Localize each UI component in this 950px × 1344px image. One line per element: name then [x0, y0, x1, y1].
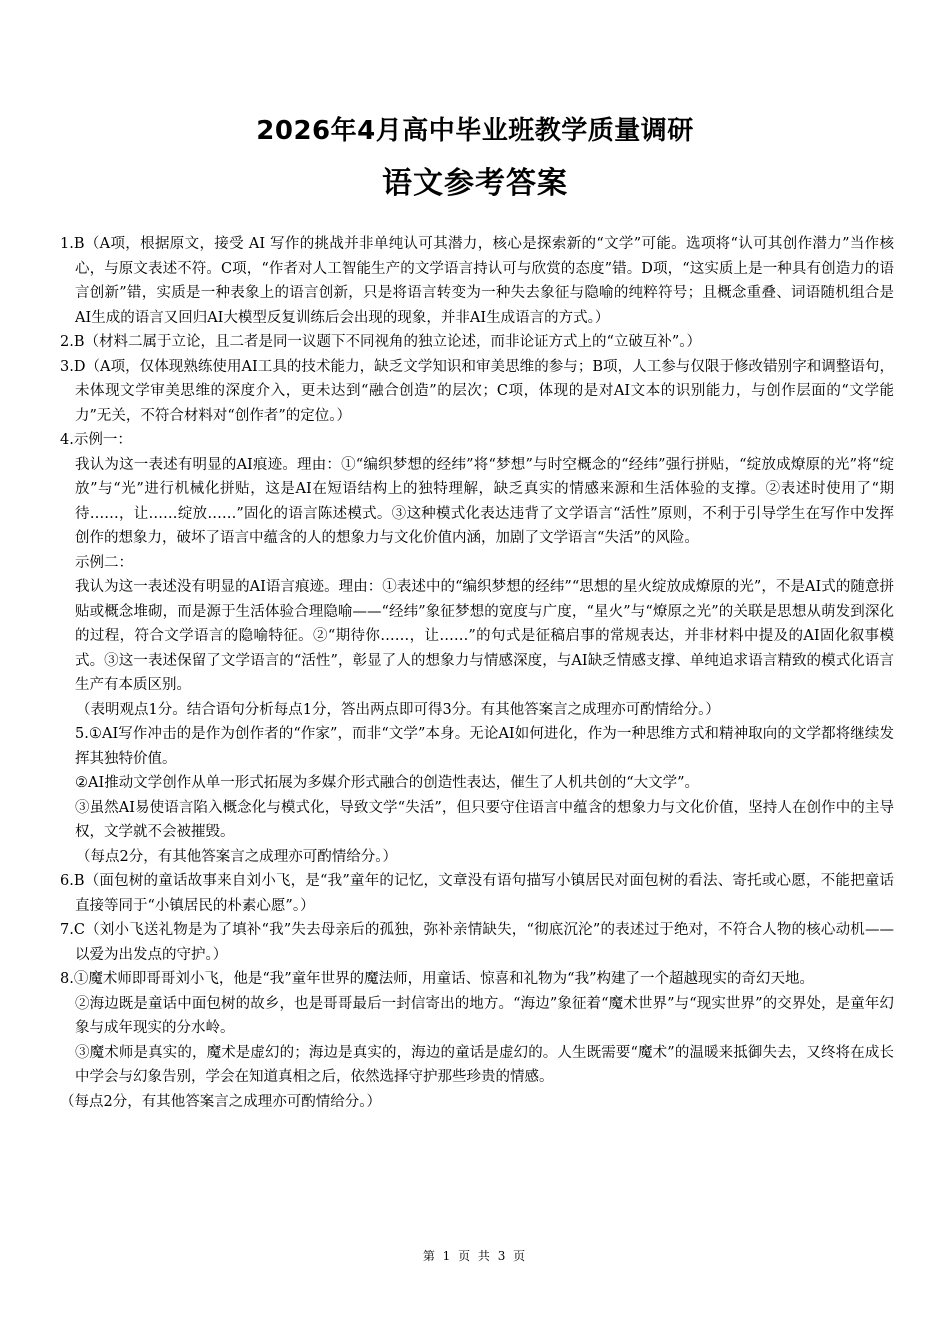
answer-4-example-1: 我认为这一表述有明显的AI痕迹。理由：①“编织梦想的经纬”将“梦想”与时空概念的“经纬”强行拼贴，“绽放成燎原的光”将“绽放”与“光”进行机械化拼贴，这是AI在短语结构上的独特理解，缺乏真实的情感来源和生活体验的支撑。②表述时使用了“期待……，让……绽放……”固化的语言陈述模式。③这种模式化表达违背了文学语言“活性”原则，不利于引导学生在写作中发挥创作的想象力，破坏了语言中蕴含的人的想象力与文化价值内涵，加剧了文学语言“失活”的风险。 [75, 456, 894, 546]
document-title: 2026年4月高中毕业班教学质量调研 [256, 116, 694, 146]
answer-4-example-2-label: 示例二： [75, 554, 133, 571]
answer-8-point-3: ③魔术师是真实的，魔术是虚幻的；海边是真实的，海边的童话是虚幻的。人生既需要“魔术”的温暖来抵御失去，又终将在成长中学会与幻象告别，学会在知道真相之后，依然选择守护那些珍贵的情感。 [75, 1044, 894, 1085]
page-number: 第 1 页 共 3 页 [422, 1249, 528, 1263]
answer-content [60, 232, 894, 1114]
answer-7: 7.C（刘小飞送礼物是为了填补“我”失去母亲后的孤独，弥补亲情缺失，“彻底沉沦”的表述过于绝对，不符合人物的核心动机——以爱为出发点的守护。） [60, 922, 894, 963]
answer-4-label: 4.示例一： [60, 432, 132, 448]
answer-1: 1.B（A项，根据原文，接受 AI 写作的挑战并非单纯认可其潜力，核心是探索新的“文学”可能。选项将“认可其创作潜力”当作核心，与原文表述不符。C项，“作者对人工智能生产的文学语言持认可与欣赏的态度”错。D项，“这实质上是一种具有创造力的语言创新”错，实质是一种表象上的语言创新，只是将语言转变为一种失去象征与隐喻的纯粹符号；且概念重叠、词语随机组合是AI生成的语言又回归AI大模型反复训练后会出现的现象，并非AI生成语言的方式。） [60, 236, 894, 326]
document-subtitle: 语文参考答案 [382, 166, 568, 201]
answer-5-point-3: ③虽然AI易使语言陷入概念化与模式化，导致文学“失活”，但只要守住语言中蕴含的想象力与文化价值，坚持人在创作中的主导权，文学就不会被摧毁。 [75, 799, 894, 840]
answer-4-scoring-note: （表明观点1分。结合语句分析每点1分，答出两点即可得3分。有其他答案言之成理亦可酌情给分。） [76, 701, 720, 718]
answer-8-scoring-note: （每点2分，有其他答案言之成理亦可酌情给分。） [60, 1093, 381, 1110]
answer-6: 6.B（面包树的童话故事来自刘小飞，是“我”童年的记忆，文章没有语句描写小镇居民对面包树的看法、寄托或心愿，不能把童话直接等同于“小镇居民的朴素心愿”。） [60, 873, 894, 914]
answer-8-point-1: 8.①魔术师即哥哥刘小飞，他是“我”童年世界的魔法师，用童话、惊喜和礼物为“我”构建了一个超越现实的奇幻天地。 [60, 971, 814, 987]
answer-4-example-2: 我认为这一表述没有明显的AI语言痕迹。理由：①表述中的“编织梦想的经纬”“思想的星火绽放成燎原的光”，不是AI式的随意拼贴或概念堆砌，而是源于生活体验合理隐喻——“经纬”象征梦想的宽度与广度，“星火”与“燎原之光”的关联是思想从萌发到深化的过程，符合文学语言的隐喻特征。②“期待你……，让……”的句式是征稿启事的常规表达，并非材料中提及的AI固化叙事模式。③这一表述保留了文学语言的“活性”，彰显了人的想象力与情感深度，与AI缺乏情感支撑、单纯追求语言精致的模式化语言生产有本质区别。 [75, 579, 894, 693]
answer-8-point-2: ②海边既是童话中面包树的故乡，也是哥哥最后一封信寄出的地方。“海边”象征着“魔术世界”与“现实世界”的交界处，是童年幻象与成年现实的分水岭。 [75, 995, 894, 1036]
answer-5-point-1: 5.①AI写作冲击的是作为创作者的“作家”，而非“文学”本身。无论AI如何进化，作为一种思维方式和精神取向的文学都将继续发挥其独特价值。 [75, 726, 894, 767]
answer-2: 2.B（材料二属于立论，且二者是同一议题下不同视角的独立论述，而非论证方式上的“立破互补”。） [60, 334, 702, 350]
answer-5-scoring-note: （每点2分，有其他答案言之成理亦可酌情给分。） [76, 848, 397, 865]
answer-5-point-2: ②AI推动文学创作从单一形式拓展为多媒介形式融合的创造性表达，催生了人机共创的“大文学”。 [75, 775, 700, 791]
answer-3: 3.D（A项，仅体现熟练使用AI工具的技术能力，缺乏文学知识和审美思维的参与；B项，人工参与仅限于修改错别字和调整语句，未体现文学审美思维的深度介入，更未达到“融合创造”的层次；C项，体现的是对AI文本的识别能力，与创作层面的“文学能力”无关，不符合材料对“创作者”的定位。） [60, 358, 895, 424]
